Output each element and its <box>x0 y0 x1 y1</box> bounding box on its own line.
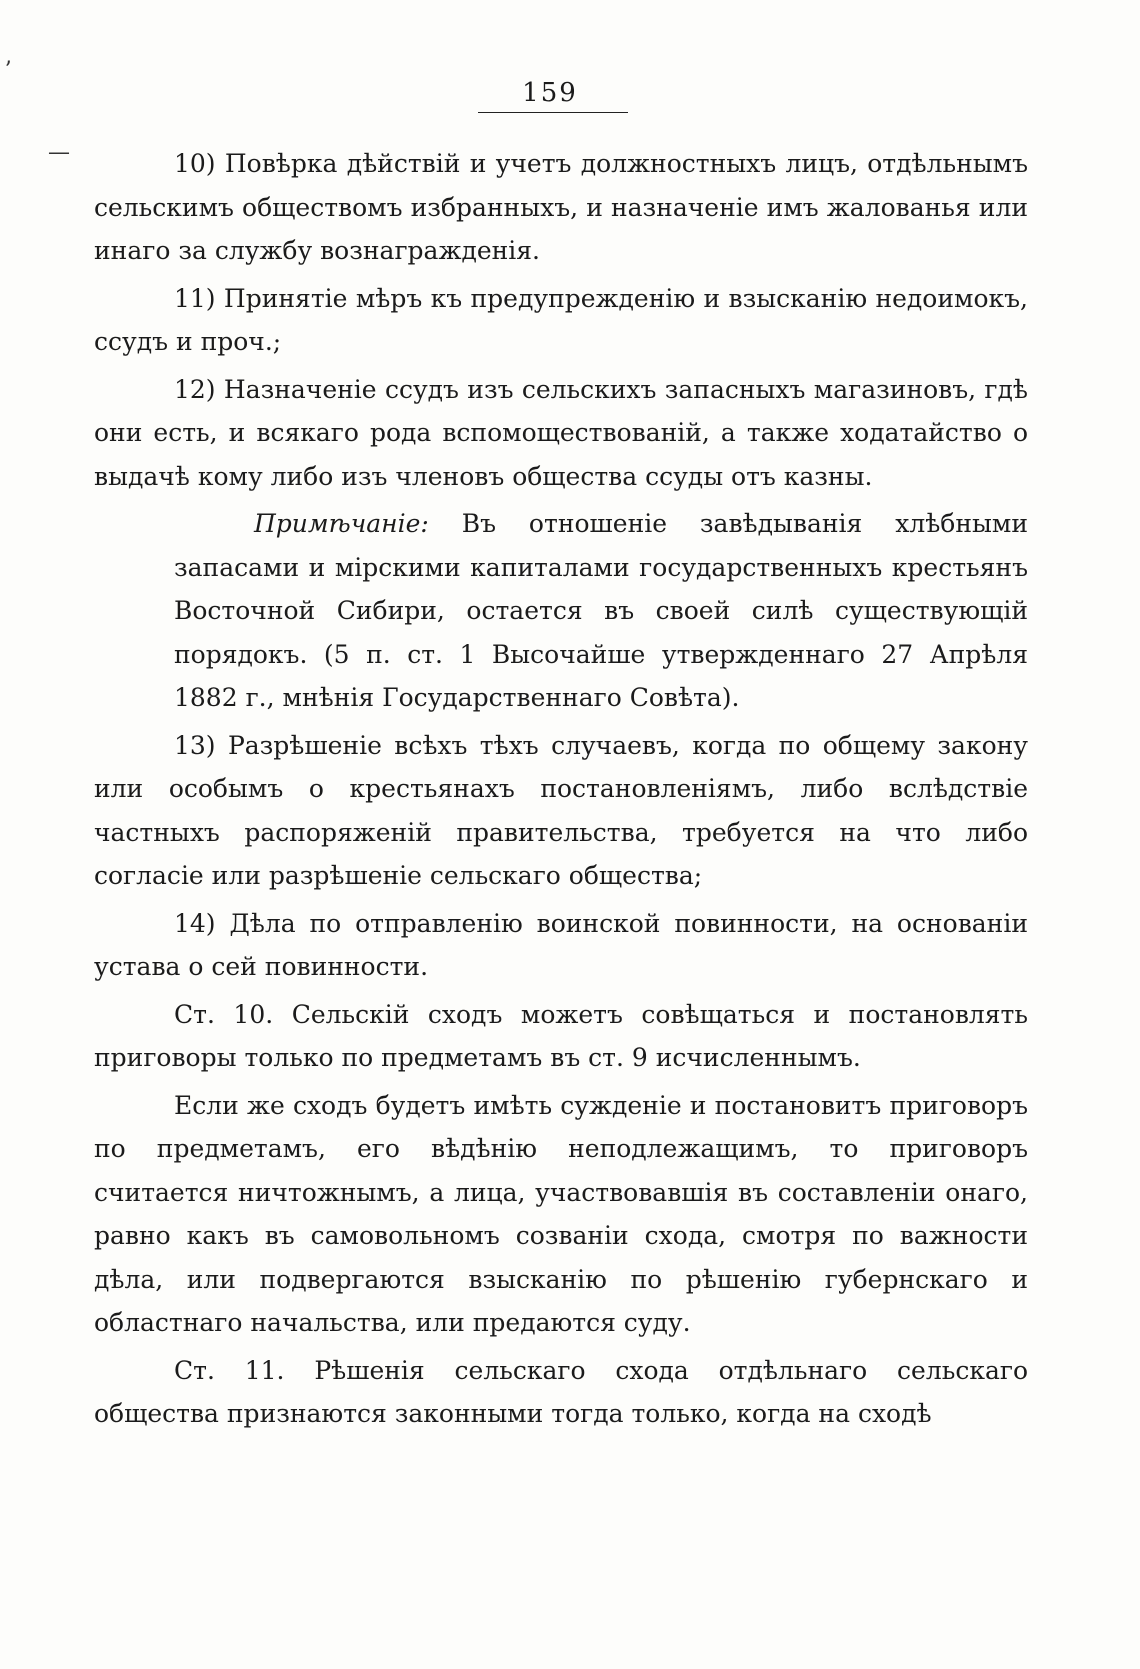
note-paragraph <box>174 502 1028 720</box>
page-number-rule <box>478 112 628 113</box>
paragraph-item-10: 10) Повѣрка дѣйствій и учетъ должностныхъ лицъ, отдѣльнымъ сельскимъ обществомъ избранныхъ, и назначеніе имъ жалованья или инаго за службу вознагражденія. <box>94 149 1028 265</box>
paragraph-item-11: 11) Принятіе мѣръ къ предупрежденію и взысканію недоимокъ, ссудъ и проч.; <box>94 283 1028 356</box>
paragraph-item-14: 14) Дѣла по отправленію воинской повинности, на основаніи устава о сей повинности. <box>94 908 1028 981</box>
paragraph-article-11: Ст. 11. Рѣшенія сельскаго схода отдѣльнаго сельскаго общества признаются законными тогда только, когда на сходѣ <box>94 1355 1028 1428</box>
body-text <box>94 142 1028 1440</box>
note-text: Въ отношеніе завѣдыванія хлѣбными запасами и мірскими капиталами государственныхъ крестьянъ Восточной Сибири, остается въ своей силѣ существующій порядокъ. (5 п. ст. 1 Высочайше утвержденнаго 27 Апрѣля 1882 г., мнѣнія Государственнаго Совѣта). <box>174 509 1028 712</box>
margin-mark: ʼ <box>4 58 11 83</box>
paragraph-article-10: Ст. 10. Сельскій сходъ можетъ совѣщаться и постановлять приговоры только по предметамъ въ ст. 9 исчисленнымъ. <box>94 999 1028 1072</box>
paragraph-item-12: 12) Назначеніе ссудъ изъ сельскихъ запасныхъ магазиновъ, гдѣ они есть, и всякаго рода вспомоществованій, а также ходатайство о выдачѣ кому либо изъ членовъ общества ссуды отъ казны. <box>94 374 1028 491</box>
paragraph-item-13: 13) Разрѣшеніе всѣхъ тѣхъ случаевъ, когда по общему закону или особымъ о крестьянахъ постановленіямъ, либо вслѣдствіе частныхъ распоряженій правительства, требуется на что либо согласіе или разрѣшеніе сельскаго общества; <box>94 730 1028 890</box>
margin-mark: — <box>48 140 70 165</box>
paragraph-article-10-cont: Если же сходъ будетъ имѣть сужденіе и постановитъ приговоръ по предметамъ, его вѣдѣнію неподлежащимъ, то приговоръ считается ничтожнымъ, а лица, участвовавшія въ составленіи онаго, равно какъ въ самовольномъ созваніи схода, смотря по важности дѣла, или подвергаются взысканію по рѣшенію губернскаго и областнаго начальства, или предаются суду. <box>94 1090 1028 1337</box>
page-number: 159 <box>522 78 578 108</box>
note-label: Примѣчаніе: <box>254 509 429 538</box>
